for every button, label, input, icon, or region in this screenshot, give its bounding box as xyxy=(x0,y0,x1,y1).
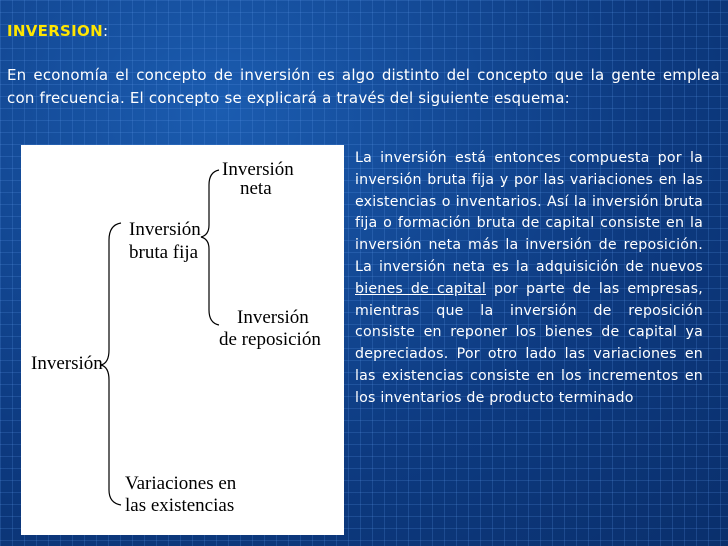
leaf2-label-line2: de reposición xyxy=(219,329,321,350)
root-label: Inversión xyxy=(31,353,103,374)
branch2-label-line2: las existencias xyxy=(125,495,235,516)
slide-title xyxy=(7,22,108,40)
bienes-de-capital-link[interactable]: bienes de capital xyxy=(355,280,487,297)
bruta-fija-brace xyxy=(201,170,219,325)
root-brace xyxy=(101,223,121,505)
leaf2-label-line1: Inversión xyxy=(237,307,309,328)
title-keyword: INVERSION xyxy=(7,22,103,40)
explanation-text-2: por parte de las empresas, mientras que la inversión de reposición consiste en reponer los bienes de capital ya depreciados. Por otro lado las variaciones en las existencias consiste en los incrementos en los inventarios de producto terminado xyxy=(355,280,703,406)
diagram-svg xyxy=(21,145,344,535)
intro-paragraph: En economía el concepto de inversión es algo distinto del concepto que la gente emplea con frecuencia. El concepto se explicará a través del siguiente esquema: xyxy=(7,66,720,107)
investment-diagram xyxy=(21,145,344,535)
explanation-text-1: La inversión está entonces compuesta por la inversión bruta fija y por las variaciones en las existencias o inventarios. Así la inversión bruta fija o formación bruta de capital consiste en la inversión neta más la inversión de reposición. La inversión neta es la adquisición de nuevos xyxy=(355,150,703,275)
leaf1-label-line1: Inversión xyxy=(222,159,294,180)
branch2-label-line1: Variaciones en xyxy=(125,473,237,494)
explanation-paragraph xyxy=(355,148,703,410)
branch1-label-line1: Inversión xyxy=(129,219,201,240)
title-colon: : xyxy=(102,22,109,40)
branch1-label-line2: bruta fija xyxy=(129,242,199,263)
leaf1-label-line2: neta xyxy=(240,178,272,199)
